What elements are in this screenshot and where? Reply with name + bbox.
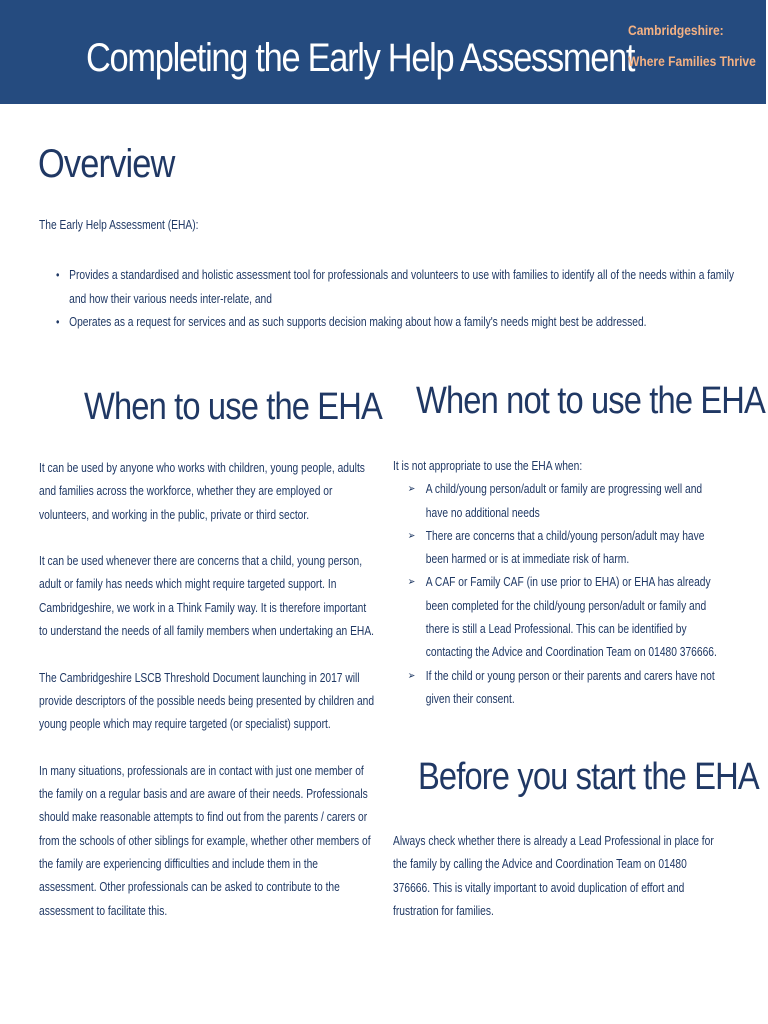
- when-not-to-use-item: ➢ There are concerns that a child/young person/adult may have been harmed or is at immediate risk of harm.: [393, 525, 721, 572]
- when-not-to-use-item: ➢ A child/young person/adult or family are progressing well and have no additional needs: [393, 478, 721, 525]
- page-title: Completing the Early Help Assessment: [86, 36, 635, 80]
- when-not-to-use-heading: When not to use the EHA: [416, 380, 765, 422]
- when-not-to-use-item: ➢ If the child or young person or their parents and carers have not given their consent.: [393, 665, 721, 712]
- when-not-to-use-item: ➢ A CAF or Family CAF (in use prior to EHA) or EHA has already been completed for the child/young person/adult or family and there is still a Lead Professional. This can be identified by contacting the Advice and Coordination Team on 01480 376666.: [393, 571, 721, 664]
- overview-bullet: • Provides a standardised and holistic assessment tool for professionals and volunteers to use with families to identify all of the needs within a family and how their various needs inter-relate, and: [56, 264, 745, 311]
- before-you-start-heading: Before you start the EHA: [418, 756, 759, 798]
- brand-logo-text: [628, 20, 764, 71]
- when-to-use-paragraph: It can be used by anyone who works with children, young people, adults and families across the workforce, whether they are employed or volunteers, and working in the public, private or third sector.: [39, 461, 365, 522]
- when-to-use-paragraph: The Cambridgeshire LSCB Threshold Document launching in 2017 will provide descriptors of the possible needs being presented by children and young people which may require targeted (or specialist) support.: [39, 670, 375, 732]
- header-banner: [0, 0, 766, 104]
- brand-line-1: Cambridgeshire:: [628, 22, 724, 38]
- brand-line-2: Where Families Thrive: [628, 53, 756, 69]
- when-not-to-use-intro: It is not appropriate to use the EHA when:: [393, 459, 583, 473]
- when-to-use-section: [39, 457, 375, 946]
- when-not-to-use-list: [393, 478, 721, 711]
- when-to-use-paragraph: It can be used whenever there are concerns that a child, young person, adult or family has needs which might require targeted support. In Cambridgeshire, we work in a Think Family way. It is therefore important to understand the needs of all family members when undertaking an EHA.: [39, 554, 375, 639]
- when-not-to-use-section: [393, 455, 721, 711]
- when-to-use-heading: When to use the EHA: [84, 386, 382, 428]
- overview-bullet: • Operates as a request for services and as such supports decision making about how a family's needs might best be addressed.: [56, 311, 745, 335]
- overview-bullet-list: [56, 264, 745, 335]
- overview-heading: Overview: [38, 142, 175, 186]
- overview-intro: The Early Help Assessment (EHA):: [39, 218, 199, 232]
- before-you-start-text: Always check whether there is already a Lead Professional in place for the family by calling the Advice and Coordination Team on 01480 376666. This is vitally important to avoid duplication of effort and frustration for families.: [393, 834, 714, 918]
- when-to-use-paragraph: In many situations, professionals are in contact with just one member of the family on a regular basis and are aware of their needs. Professionals should make reasonable attempts to find out from the parents / carers or from the schools of other siblings for example, whether other members of the family are experiencing difficulties and include them in the assessment. Other professionals can be asked to contribute to the assessment to facilitate this.: [39, 763, 371, 918]
